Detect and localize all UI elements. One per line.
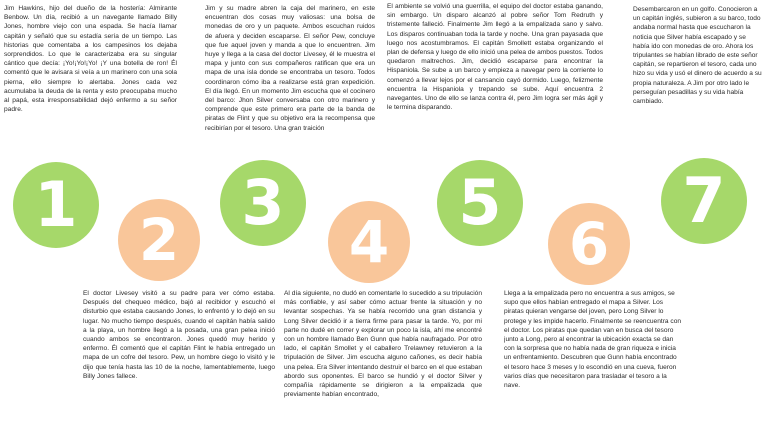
step-6-text: Llega a la empalizada pero no encuentra a sus amigos, se supo que ellos habían entregado el mapa a Silver. Los piratas quieran vengarse del joven, pero Long Silver lo protege y les impide hacerlo. Finalmente se reencuentra con el doctor. Los piratas que quedan van en busca del tesoro junto a Long, pero al encontrar la ubicación exacta se dan con la sorpresa que no había nada de gran riqueza e inicia un enfrentamiento. Descubren que Gunn había encontrado el tesoro hace 3 meses y lo escondió en una cueva, fueron varios días que necesitaron para trasladar el tesoro a la nave. (504, 290, 682, 390)
step-2-circle (118, 199, 200, 281)
step-2-text: El doctor Livesey visitó a su padre para ver cómo estaba. Después del chequeo médico, bajó al recibidor y escuchó el disturbio que estaba causando Jones, lo enfrentó y lo dejó en su lugar. No mucho tiempo después, cuando el capitán había salido a la playa, un hombre llegó a la posada, una gran pelea inició cuando ambos se encontraron. Jones quedó muy herido y enfermo. Él comentó que el capitán Flint le había entregado un mapa de un cofre del tesoro. Pew, un hombre ciego lo visitó y le dijo que tenía hasta las 10 de la noche, lamentablemente, luego Billy Jones fallece. (83, 290, 275, 380)
step-3-number: 3 (241, 166, 285, 239)
step-7-circle (661, 158, 747, 244)
step-5-text: El ambiente se volvió una guerrilla, el equipo del doctor estaba ganando, sin embargo. Un disparo alcanzó al pobre señor Tom Redruth y tristemente falleció. Finalmente Jim llegó a la empalizada sano y salvo. Los disparos continuaban toda la tarde y noche. Una gran payasada que luego nos acostumbramos. El capitán Smollett estaba organizando el plan de defensa y luego de ello inició una pelea de ambos puestos. Todos quedaron maltrechos. Jim, decidió escaparse para encontrar la Hispaniola. Se sube a un barco y empieza a navegar pero la corriente lo comenzó a llevar lejos por el cansancio cayó dormido. Luego, felizmente encuentra la Hispaniola y trepando se sube. Aquí encuentra 2 navegantes. Uno de ello se lanza contra él, pero Jim logra ser más ágil y le termina disparando. (387, 3, 603, 112)
step-7-text: Desembarcaron en un golfo. Conocieron a un capitán inglés, subieron a su barco, todo andaba normal hasta que escucharon la noticia que Silver había escapado y se había ido con monedas de oro. Ahora los tripulantes se habían librado de este señor capitán, se repartieron el tesoro, cada uno hizo su vida y usó el dinero de acuerdo a su propia naturaleza. A Jim por otro lado le perseguían pesadillas y su vida había cambiado. (633, 6, 762, 106)
step-1-circle (13, 162, 99, 248)
step-4-text: Al día siguiente, no dudó en comentarle lo sucedido a su tripulación más confiable, y así saber cómo actuar frente la situación y no levantar sospechas. Ya se había recorrido una gran distancia y Long Silver decidió ir a tierra firme para pasar la tarde. Yo, por mi parte no dudé en correr y explorar un poco la isla, ahí me encontré con un hombre llamado Ben Gunn que había naufragado. Por otro lado, el capitán Smollet y el caballero Trelawney retuvieron a la tripulación de Silver. Jim escucha alguno cañones, es decir había una pelea. Era Silver intentando destruir el barco en el que estaban abordo sus oponentes. El barco se hundió y el doctor Silver y compañía rápidamente se dirigieron a la empalizada que previamente habían encontrado, (284, 290, 482, 399)
step-3-text: Jim y su madre abren la caja del marinero, en este encuentran dos cosas muy valiosas: una bolsa de monedas de oro y un paquete. Ambos escuchan ruidos de afuera y deciden escaparse. El señor Pew, concluye que fue aquel joven y manda a que lo encuentren. Jim huye y llega a la casa del doctor Livesey, él le muestra el mapa y junto con sus compañeros ratifican que era un mapa de una isla donde se encontraba un tesoro. Todos coordinaron cómo iba a realizarse está gran expedición. El día llegó. En un momento Jim escucha que el cocinero del barco: Jhon Silver conversaba con otro marinero y comprende que este primero era parte de la banda de piratas de Flint y que su objetivo era la recompensa que recibirían por el tesoro. Una gran traición (205, 5, 375, 132)
step-2-number: 2 (138, 206, 180, 274)
step-6-circle (548, 203, 630, 285)
step-4-number: 4 (348, 208, 390, 276)
step-5-circle (437, 160, 523, 246)
step-6-number: 6 (568, 210, 610, 278)
step-4-circle (328, 201, 410, 283)
step-3-circle (220, 160, 306, 246)
step-1-number: 1 (34, 168, 78, 241)
step-7-number: 7 (682, 164, 726, 237)
step-5-number: 5 (458, 166, 502, 239)
step-1-text: Jim Hawkins, hijo del dueño de la hostería: Almirante Benbow. Un día, recibió a un navegante llamado Billy Jones, hombre viejo con una espada. Se hacía llamar capitán y señaló que su estadía sería de un tiempo. Las historias que comentaba a los campesinos los dejaba sorprendidos. Lo que le caracterizaba era su singular cántico que decía: ¡Yo!¡Yo!¡Yo! ¡Y una botella de ron! Él comentó que le avisara si veía a un marinero con una sola pierna, ello siempre lo alertaba. Jones cada vez acumulaba la deuda de la renta y esto preocupaba mucho al papá, esta irresponsabilidad dejó enfermo a su señor padre. (4, 5, 177, 114)
